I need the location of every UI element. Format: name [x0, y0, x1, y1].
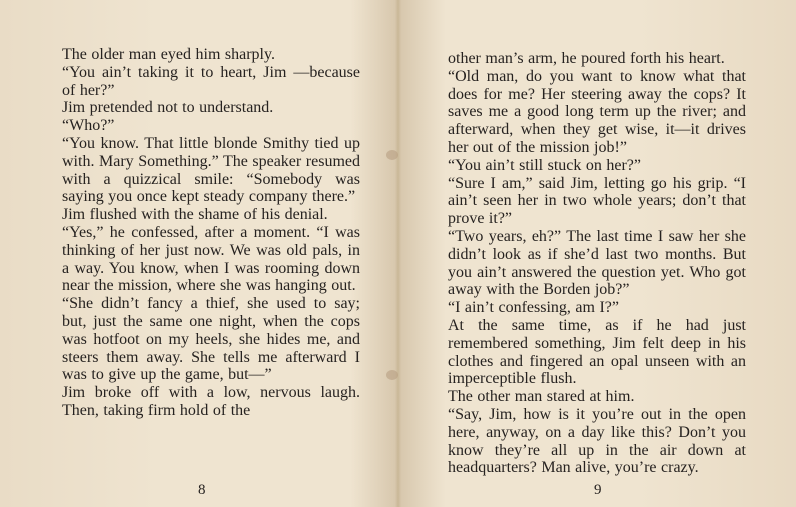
paragraph: The other man stared at him. [448, 388, 635, 406]
paragraph: “Sure I am,” said Jim, letting go his grip. “I ain’t seen her in two whole years; don’t that prove it?” [448, 174, 746, 228]
paragraph: “Yes,” he confessed, after a moment. “I was thinking of her just now. We was old pals, in a way. You know, when I was rooming down near the mission, where she was hanging out. [62, 223, 360, 295]
paragraph: “Say, Jim, how is it you’re out in the open here, anyway, on a day like this? Don’t you know they’re all up in the air down at headquarters? Man alive, you’re crazy. [448, 405, 746, 477]
paragraph: “Old man, do you want to know what that does for me? Her steering away the cops? It saves me a good long term up the river; and afterward, when they get wise, it—it drives her out of the mission job!” [448, 67, 746, 156]
left-page-text [62, 46, 360, 420]
paragraph: “You ain’t taking it to heart, Jim —because of her?” [62, 63, 360, 99]
paragraph: At the same time, as if he had just remembered something, Jim felt deep in his clothes and fingered an opal unseen with an imperceptible flush. [448, 316, 746, 388]
paragraph: other man’s arm, he poured forth his heart. [448, 50, 725, 67]
paragraph: “Two years, eh?” The last time I saw her she didn’t look as if she’d last two months. But you ain’t answered the question yet. Who got away with the Borden job?” [448, 227, 746, 299]
paragraph: “I ain’t confessing, am I?” [448, 299, 619, 317]
page-number-right: 9 [594, 482, 602, 498]
paragraph: Jim pretended not to understand. [62, 99, 274, 117]
paragraph: “You ain’t still stuck on her?” [448, 156, 641, 174]
paragraph: Jim flushed with the shame of his denial. [62, 206, 328, 224]
paragraph: “She didn’t fancy a thief, she used to say; but, just the same one night, when the cops was hotfoot on my heels, she hides me, and steers them away. She tells me afterward I was to give up the game, but—” [62, 295, 360, 384]
page-number-left: 8 [198, 482, 206, 498]
right-page [398, 0, 796, 507]
paragraph: The older man eyed him sharply. [62, 46, 275, 63]
right-page-text [448, 50, 746, 477]
paragraph: “Who?” [62, 117, 115, 135]
paragraph: “You know. That little blonde Smithy tied up with. Mary Something.” The speaker resumed with a quizzical smile: “Somebody was saying you once kept steady company there.” [62, 134, 360, 206]
paragraph: Jim broke off with a low, nervous laugh. Then, taking firm hold of the [62, 384, 360, 419]
